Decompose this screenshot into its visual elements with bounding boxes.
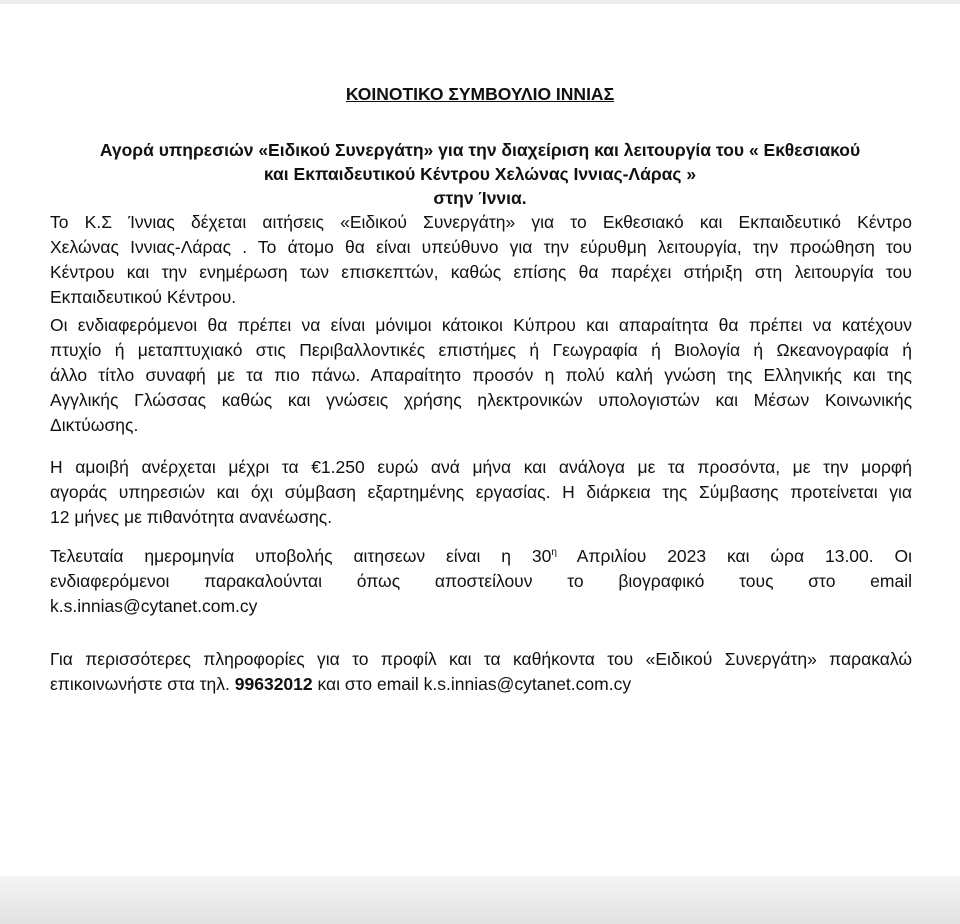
requirements-line: Δικτύωσης. (50, 415, 139, 435)
intro-line: Το Κ.Σ Ίννιας δέχεται αιτήσεις «Ειδικού Συνεργάτη» για το Εκθεσιακό και Εκπαιδευτικό Κέντρο (50, 212, 912, 232)
announcement-heading (40, 138, 920, 210)
council-title: ΚΟΙΝΟΤΙΚΟ ΣΥΜΒΟΥΛΙΟ ΙΝΝΙΑΣ (345, 84, 615, 104)
bottom-edge (0, 876, 960, 924)
requirements-line: πτυχίο ή μεταπτυχιακό στις Περιβαλλοντικές επιστήμες ή Γεωγραφία ή Βιολογία ή Ωκεανογραφία ή (50, 340, 912, 360)
intro-line: Εκπαιδευτικού Κέντρου. (50, 287, 237, 307)
deadline-line-1 (50, 544, 912, 569)
info-text: και στο email k.s.innias@cytanet.com.cy (312, 674, 632, 694)
requirements-line: άλλο τίτλο συναφή με τα πιο πάνω. Απαραίτητο προσόν η πολύ καλή γνώση της Ελληνικής και της (50, 365, 912, 385)
heading-line-2: και Εκπαιδευτικού Κέντρου Χελώνας Ιννιας-Λάρας » (263, 164, 697, 184)
phone-number: 99632012 (234, 674, 313, 694)
ordinal-suffix: η (551, 547, 557, 558)
deadline-paragraph (50, 544, 912, 619)
deadline-email: k.s.innias@cytanet.com.cy (50, 596, 258, 616)
requirements-line: Αγγλικής Γλώσσας καθώς και γνώσεις χρήσης ηλεκτρονικών υπολογιστών και Μέσων Κοινωνικής (50, 390, 912, 410)
intro-paragraph (50, 210, 912, 310)
requirements-line: Οι ενδιαφερόμενοι θα πρέπει να είναι μόνιμοι κάτοικοι Κύπρου και απαραίτητα θα πρέπει να κατέχουν (50, 315, 912, 335)
deadline-text: Τελευταία ημερομηνία υποβολής αιτησεων είναι η 30 (50, 546, 552, 566)
payment-line: Η αμοιβή ανέρχεται μέχρι τα €1.250 ευρώ ανά μήνα και ανάλογα με τα προσόντα, με την μορφή (50, 457, 912, 477)
intro-line: Κέντρου και την ενημέρωση των επισκεπτών, καθώς επίσης θα παρέχει στήριξη στη λειτουργία του (50, 262, 912, 282)
info-text: επικοινωνήστε στα τηλ. (50, 674, 235, 694)
top-edge (0, 0, 960, 4)
info-line-2 (50, 672, 912, 697)
deadline-line-2: ενδιαφερόμενοι παρακαλούνται όπως αποστείλουν το βιογραφικό τους στο email (50, 571, 912, 591)
deadline-text: Απριλίου 2023 και ώρα 13.00. Οι (556, 546, 912, 566)
requirements-paragraph (50, 313, 912, 438)
intro-line: Χελώνας Ιννιας-Λάρας . Το άτομο θα είναι υπεύθυνο για την εύρυθμη λειτουργία, την προώθηση του (50, 237, 912, 257)
payment-paragraph (50, 455, 912, 530)
heading-line-1: Αγορά υπηρεσιών «Ειδικού Συνεργάτη» για την διαχείριση και λειτουργία του « Εκθεσιακού (99, 140, 861, 160)
heading-line-3: στην Ίννια. (433, 188, 527, 208)
payment-line: 12 μήνες με πιθανότητα ανανέωσης. (50, 507, 333, 527)
info-line-1: Για περισσότερες πληροφορίες για το προφίλ και τα καθήκοντα του «Ειδικού Συνεργάτη» παρακαλώ (50, 649, 912, 669)
info-paragraph (50, 647, 912, 697)
payment-line: αγοράς υπηρεσιών και όχι σύμβαση εξαρτημένης εργασίας. Η διάρκεια της Σύμβασης προτείνεται για (50, 482, 912, 502)
